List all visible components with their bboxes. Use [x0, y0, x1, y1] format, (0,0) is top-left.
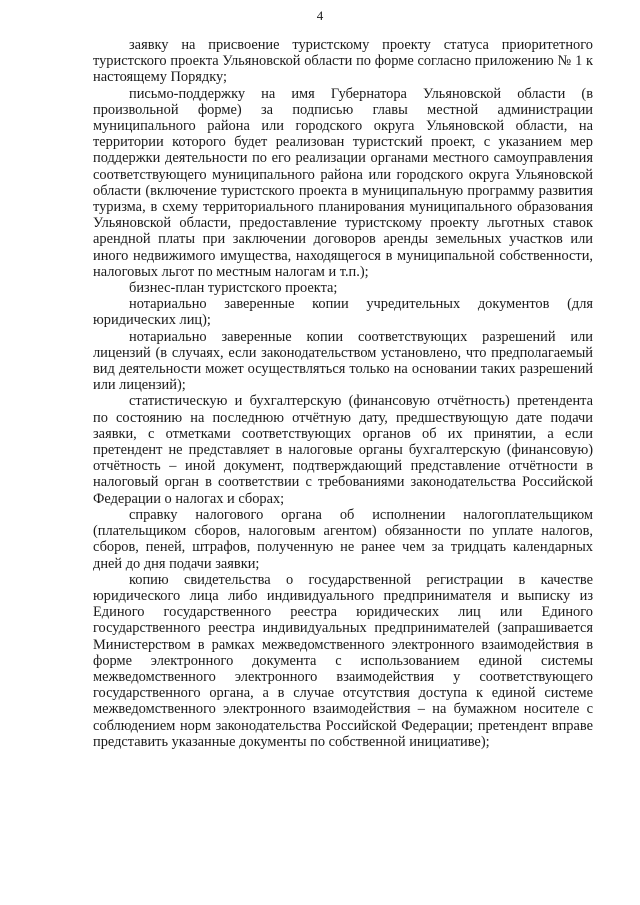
- paragraph-licenses: нотариально заверенные копии соответствующих разрешений или лицензий (в случаях, если законодательством установлено, что предполагаемый вид деятельности может осуществляться только на основании таких разрешений или лицензий);: [93, 328, 593, 394]
- paragraph-application: заявку на присвоение туристскому проекту статуса приоритетного туристского проекта Ульяновской области по форме согласно приложению № 1 к настоящему Порядку;: [93, 37, 593, 86]
- paragraph-registration-certificate: копию свидетельства о государственной регистрации в качестве юридического лица либо индивидуального предпринимателя и выписку из Единого государственного реестра юридических лиц или Единого государственного реестра индивидуальных предпринимателей (запрашивается Министерством в рамках межведомственного электронного взаимодействия в форме электронного документа с использованием единой системы межведомственного электронного взаимодействия у соответствующего государственного органа, а в случае отсутствия доступа к единой системе межведомственного электронного взаимодействия – на бумажном носителе с соблюдением норм законодательства Российской Федерации; претендент вправе представить указанные документы по собственной инициативе);: [93, 571, 593, 750]
- document-body: [93, 37, 593, 750]
- paragraph-business-plan: бизнес-план туристского проекта;: [129, 280, 338, 297]
- page-number: 4: [316, 8, 324, 23]
- paragraph-support-letter: письмо-поддержку на имя Губернатора Ульяновской области (в произвольной форме) за подписью главы местной администрации муниципального района или городского округа Ульяновской области, на территории которого будет реализован туристский проект, с указанием мер поддержки деятельности по его реализации органами местного самоуправления соответствующего муниципального района или городского округа Ульяновской области (включение туристского проекта в муниципальную программу развития туризма, в схему территориального планирования муниципального образования Ульяновской области, предоставление туристскому проекту льготных ставок арендной платы при заключении договоров аренды земельных участков или иного недвижимого имущества, находящегося в муниципальной собственности, налоговых льгот по местным налогам и т.п.);: [93, 85, 593, 280]
- paragraph-founding-documents: нотариально заверенные копии учредительных документов (для юридических лиц);: [93, 296, 593, 329]
- paragraph-financial-statements: статистическую и бухгалтерскую (финансовую отчётность) претендента по состоянию на последнюю отчётную дату, предшествующую дате подачи заявки, с отметками соответствующих органов об их принятии, а если претендент не представляет в налоговые органы бухгалтерскую (финансовую) отчётность – иной документ, подтверждающий представление отчётности в налоговый орган в соответствии с требованиями законодательства Российской Федерации о налогах и сборах;: [93, 393, 593, 507]
- paragraph-tax-certificate: справку налогового органа об исполнении налогоплательщиком (плательщиком сборов, налоговым агентом) обязанности по уплате налогов, сборов, пеней, штрафов, полученную не ранее чем за тридцать календарных дней до дня подачи заявки;: [93, 506, 593, 572]
